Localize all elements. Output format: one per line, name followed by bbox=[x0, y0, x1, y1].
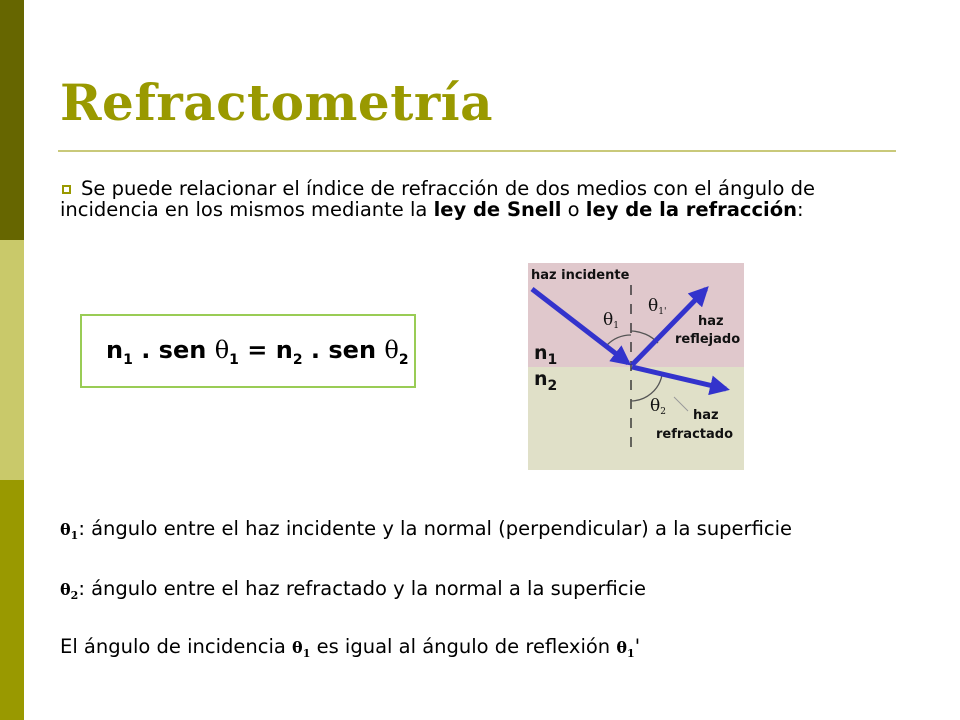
theta1-symbol: $\theta_1$ bbox=[292, 638, 311, 661]
theta1-prime-symbol: $\theta_1$ bbox=[616, 638, 635, 661]
label-refracted-beam-1: haz bbox=[693, 408, 719, 423]
bullet-icon bbox=[62, 185, 71, 194]
intro-paragraph bbox=[60, 178, 880, 220]
definition-theta1-text: : ángulo entre el haz incidente y la normal (perpendicular) a la superficie bbox=[78, 517, 792, 540]
label-theta1: θ1 bbox=[603, 310, 619, 331]
theta1-symbol: $\theta_1$ bbox=[60, 520, 79, 543]
definition-theta2 bbox=[60, 574, 880, 611]
label-n2: $n_2$ bbox=[534, 368, 558, 394]
label-n1: $n_1$ bbox=[534, 342, 558, 368]
equal-angles-statement: El ángulo de incidencia $\theta_1$ es igual al ángulo de reflexión $\theta_1'$ bbox=[60, 635, 641, 661]
refraction-diagram bbox=[528, 263, 744, 470]
side-bar-bottom bbox=[0, 480, 24, 720]
definition-theta2-text: : ángulo entre el haz refractado y la normal a la superficie bbox=[78, 577, 646, 600]
snell-law-term: ley de Snell bbox=[433, 198, 562, 221]
theta2-symbol: $\theta_2$ bbox=[60, 580, 79, 603]
intro-text: Se puede relacionar el índice de refracción de dos medios con el ángulo de incidencia en los mismos mediante la bbox=[60, 177, 815, 221]
label-theta2: θ2 bbox=[650, 396, 666, 417]
side-bar-top bbox=[0, 0, 24, 240]
definition-theta1 bbox=[60, 514, 880, 551]
snell-formula-box bbox=[80, 314, 416, 388]
slide-title: Refractometría bbox=[60, 73, 494, 132]
label-theta1-prime: θ1' bbox=[648, 296, 667, 317]
snell-formula: $n_1$ . sen $\theta_1 = n_2$ . sen $\theta_2$ bbox=[106, 336, 409, 368]
label-incident-beam: haz incidente bbox=[531, 268, 630, 283]
label-reflected-beam-2: reflejado bbox=[675, 332, 741, 347]
label-refracted-beam-2: refractado bbox=[656, 427, 733, 442]
refraction-law-term: ley de la refracción bbox=[585, 198, 797, 221]
label-reflected-beam-1: haz bbox=[698, 314, 724, 329]
side-bar-middle bbox=[0, 240, 24, 480]
intro-or: o bbox=[561, 198, 586, 221]
title-divider bbox=[58, 150, 896, 152]
intro-colon: : bbox=[797, 198, 804, 221]
